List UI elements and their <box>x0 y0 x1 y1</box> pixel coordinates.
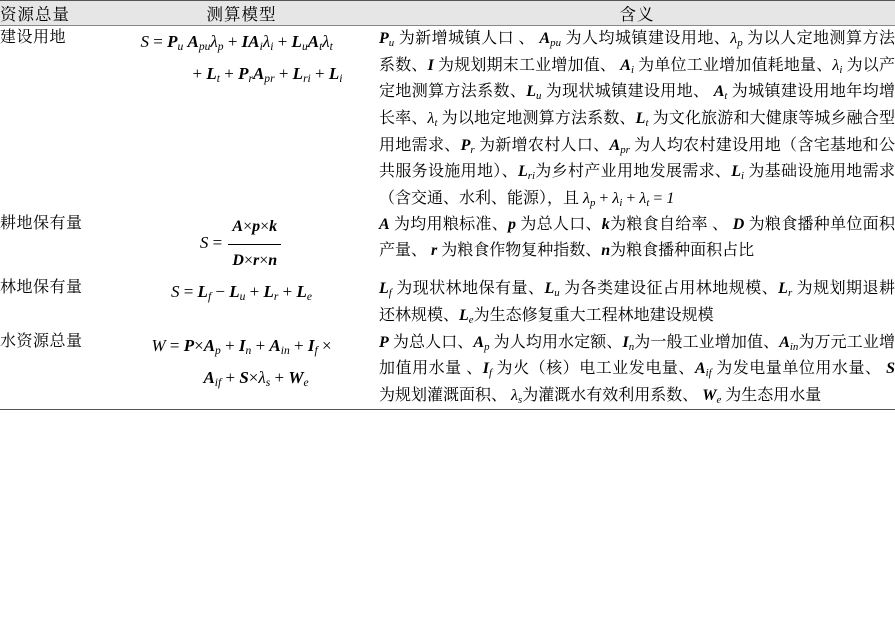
cell-formula <box>104 212 379 276</box>
formula-construction-land: $S = P_u$ $A_{pu}\lambda_p + IA_i\lambda_i + L_uA_t\lambda_t$ + $L_t + P_rA_{pr} + L_{ri} + L_i$ <box>140 32 343 86</box>
cell-resource-name: 耕地保有量 <box>0 215 83 233</box>
formula-forest-land: $S = L_f - L_u + L_r + L_e$ <box>170 282 313 304</box>
table-body <box>0 26 895 410</box>
cell-formula <box>104 276 379 329</box>
cell-meaning <box>379 212 895 276</box>
header-calculation-model: 测算模型 <box>104 1 379 26</box>
cell-resource-name: 水资源总量 <box>0 330 104 410</box>
meaning-text-forest-land: $L_f$ 为现状林地保有量、$L_u$ 为各类建设征占用林地规模、$L_r$ 为规划期退耕还林规模、$L_e$为生态修复重大工程林地建设规模 <box>379 280 895 326</box>
cell-formula <box>104 26 379 213</box>
formula-cultivated-land: S = $\frac{A\times p\times k}{D\times r\times n}$ <box>104 212 379 276</box>
header-resource-total: 资源总量 <box>0 1 104 26</box>
meaning-text-construction-land: $P_u$ 为新增城镇人口 、 $A_{pu}$ 为人均城镇建设用地、$\lambda_p$ 为以人定地测算方法系数、I 为规划期末工业增加值、 $A_i$ 为单位工业增加值耗地量、$\lambda_i$ 为以产定地测算方法系数、$L_u$ 为现状城镇建设用地、 $A_t$ 为城镇建设用地年均增长率、$\lambda_t$ 为以地定地测算方法系数、$L_t$ 为文化旅游和大健康等城乡融合型用地需求、$P_r$ 为新增农村人口、$A_{pr}$ 为人均农村建设用地（含宅基地和公共服务设施用地）、$L_{ri}$为乡村产业用地发展需求、$L_i$ 为基础设施用地需求（含交通、水利、能源），且 $\lambda_p + \lambda_i + \lambda_t = 1$ <box>379 30 895 209</box>
table-header <box>0 1 895 26</box>
cell-resource-name: 林地保有量 <box>0 279 83 297</box>
formula-water-resource: $W = P\times A_p + I_n + A_{in} + I_f$ × $A_{if} + S\times\lambda_s + W_e$ <box>151 335 332 390</box>
cell-meaning <box>379 330 895 410</box>
header-meaning: 含义 <box>379 1 895 26</box>
cell-formula <box>104 330 379 410</box>
cell-resource-name: 建设用地 <box>0 29 67 46</box>
table-row <box>0 276 895 329</box>
meaning-text-cultivated-land: A 为均用粮标准、p 为总人口、k为粮食自给率 、 D 为粮食播种单位面积产量、 r 为粮食作物复种指数、n为粮食播种面积占比 <box>379 216 895 260</box>
table-row <box>0 26 895 213</box>
table-header-row <box>0 1 895 26</box>
cell-meaning <box>379 276 895 329</box>
table-row <box>0 330 895 410</box>
cell-meaning <box>379 26 895 213</box>
table-row <box>0 212 895 276</box>
meaning-text-water-resource: P 为总人口、$A_p$ 为人均用水定额、$I_n$为一般工业增加值、$A_{in}$为万元工业增加值用水量 、$I_f$ 为火（核）电工业发电量、$A_{if}$ 为发电量单位用水量、 S 为规划灌溉面积、 $\lambda_s$为灌溉水有效利用系数、 $W_e$ 为生态用水量 <box>379 333 895 406</box>
